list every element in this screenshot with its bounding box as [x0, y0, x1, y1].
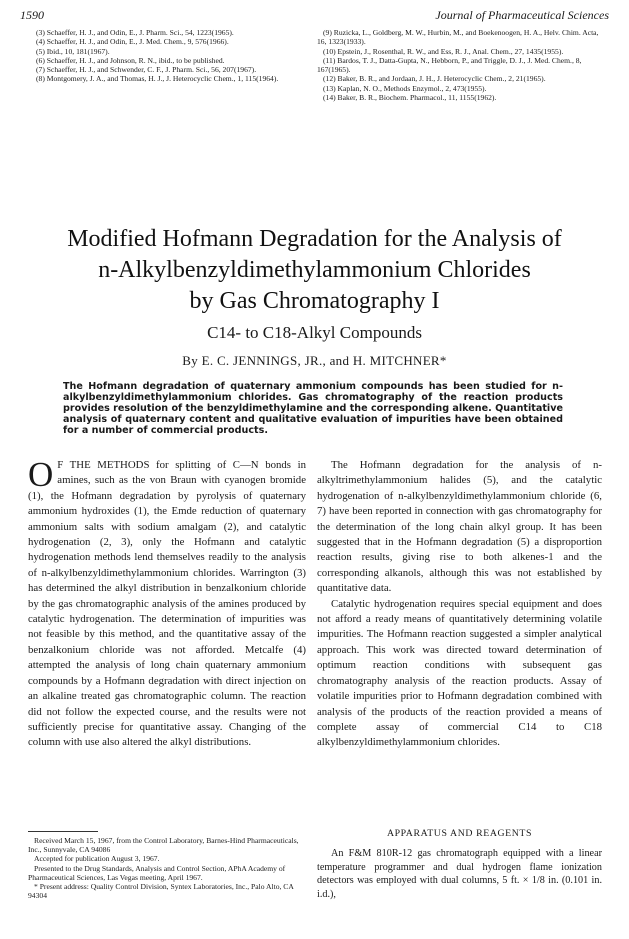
references-right [317, 28, 599, 102]
reference-item: (9) Ruzicka, L., Goldberg, M. W., Hurbin, M., and Boekenoogen, H. A., Helv. Chim. Acta, 16, 1323(1933). [317, 28, 599, 47]
author-line: By E. C. JENNINGS, JR., and H. MITCHNER* [182, 353, 447, 368]
reference-item: (13) Kaplan, N. O., Methods Enzymol., 2, 473(1955). [323, 83, 487, 93]
paragraph-text: for splitting of C—N bonds in amines, such as the von Braun with cyanogen bromide (1), the Hofmann degradation by pyrolysis of quaternary ammonium hydroxides (1), the Emde reduction of quaternary ammonium salts with sodium amalgam (2), and catalytic hydrogenation (2, 3), only the Hofmann and catalytic hydrogenation methods lend themselves readily to the analysis of n-alkylbenzyldimethylammonium chlorides. Warrington (3) has determined the alkyl distribution in benzalkonium chloride by the gas chromatographic analysis of the amines produced by catalytic hydrogenation. The determination of impurities was not feasible by this method, and the quantitative assay of the benzalkonium chloride was not afforded. Metcalfe (4) attempted the analysis of long chain quaternary ammonium compounds by a Hofmann degradation with direct injection on an alkaline treated gas chromatographic column. The reaction did not follow the expected course, and the results were not sufficiently precise for quantitative assay. Changing of the column with use also altered the alkyl distributions. [28, 459, 306, 749]
footnote: * Present address: Quality Control Division, Syntex Laboratories, Inc., Palo Alto, CA 94304 [28, 882, 294, 901]
footnote: Received March 15, 1967, from the Control Laboratory, Barnes-Hind Pharmaceuticals, Inc., Sunnyvale, CA 94086 [28, 836, 299, 855]
paragraph: Catalytic hydrogenation requires special equipment and does not afford a ready means of quantitatively determining volatile impurities. The Hofmann reaction suggested a simpler analytical approach. This work was directed toward determination of optimum reaction conditions with subsequent gas chromatography analysis of the reaction products. Assay of volatile impurities prior to Hofmann degradation combined with analysis of the products of the reaction provided a means of complete assay of commercial C14 to C18 alkylbenzyldimethylammonium chlorides. [317, 597, 602, 749]
reference-item: (3) Schaeffer, H. J., and Odin, E., J. Pharm. Sci., 54, 1223(1965). [36, 28, 234, 37]
footnote: Presented to the Drug Standards, Analysis and Control Section, APhA Academy of Pharmaceutical Sciences, Las Vegas meeting, April 1967. [28, 863, 286, 882]
section-heading: APPARATUS AND REAGENTS [386, 828, 533, 839]
reference-item: (7) Schaeffer, H. J., and Schwender, C. F., J. Pharm. Sci., 56, 207(1967). [36, 65, 257, 75]
article-subtitle: C14- to C18-Alkyl Compounds [207, 323, 422, 342]
drop-cap: O [28, 455, 54, 494]
reference-item: (6) Schaeffer, H. J., and Johnson, R. N., ibid., to be published. [36, 55, 225, 65]
article-title [20, 224, 609, 317]
reference-item: (12) Baker, B. R., and Jordaan, J. H., J. Heterocyclic Chem., 2, 21(1965). [323, 74, 546, 84]
paragraph: The Hofmann degradation for the analysis of n-alkyltrimethylammonium halides (5), and the catalytic hydrogenation of n-alkylbenzyldimethylammonium chloride (6, 7) have been reported in connection with gas chromatography for the determination of the long chain alkyl group. It has been suggested that in the Hofmann degradation (5) a disproportion reaction results, giving rise to both alkenes-1 and the corresponding alkanols, although this was not established by quantitative data. [317, 459, 602, 595]
footnote-rule [28, 831, 98, 832]
abstract: The Hofmann degradation of quaternary ammonium compounds has been studied for n-alkylbenzyldimethylammonium chlorides. Gas chromatography of the reaction products provides resolution of the benzyldimethylamine and the corresponding alkene. Quantitative analysis of quaternary content and qualitative evaluation of impurities have been obtained for a number of commercial products. [63, 381, 563, 436]
lead-in: F THE METHODS [57, 459, 150, 471]
reference-item: (10) Epstein, J., Rosenthal, R. W., and Ess, R. J., Anal. Chem., 27, 1435(1955). [323, 46, 564, 56]
body-column-left [28, 455, 306, 751]
reference-item: (5) Ibid., 10, 181(1967). [36, 46, 110, 56]
running-header [20, 8, 609, 24]
title-line-3: by Gas Chromatography I [189, 288, 440, 314]
paragraph: An F&M 810R-12 gas chromatograph equipped with a linear temperature programmer and dual hydrogen flame ionization detectors was employed with dual columns, 5 ft. × 1/8 in. (0.101 in. i.d.), [317, 848, 602, 900]
reference-item: (8) Montgomery, J. A., and Thomas, H. J., J. Heterocyclic Chem., 1, 115(1964). [36, 74, 279, 84]
references-left [30, 28, 306, 84]
reference-item: (4) Schaeffer, H. J., and Odin, E., J. Med. Chem., 9, 576(1966). [36, 37, 229, 47]
title-line-2: n-Alkylbenzyldimethylammonium Chlorides [98, 257, 531, 283]
section-body [317, 847, 602, 901]
page-number: 1590 [20, 8, 44, 22]
journal-name: Journal of Pharmaceutical Sciences [435, 8, 609, 22]
reference-item: (14) Baker, B. R., Biochem. Pharmacol., 11, 1155(1962). [323, 93, 497, 103]
footnotes [28, 836, 306, 900]
reference-item: (11) Bardos, T. J., Datta-Gupta, N., Hebborn, P., and Triggle, D. J., J. Med. Chem., 8, 167(1965). [317, 55, 582, 75]
body-column-right [317, 458, 602, 751]
intro-paragraph [28, 455, 306, 751]
title-line-1: Modified Hofmann Degradation for the Analysis of [67, 226, 562, 252]
footnote: Accepted for publication August 3, 1967. [34, 854, 160, 864]
